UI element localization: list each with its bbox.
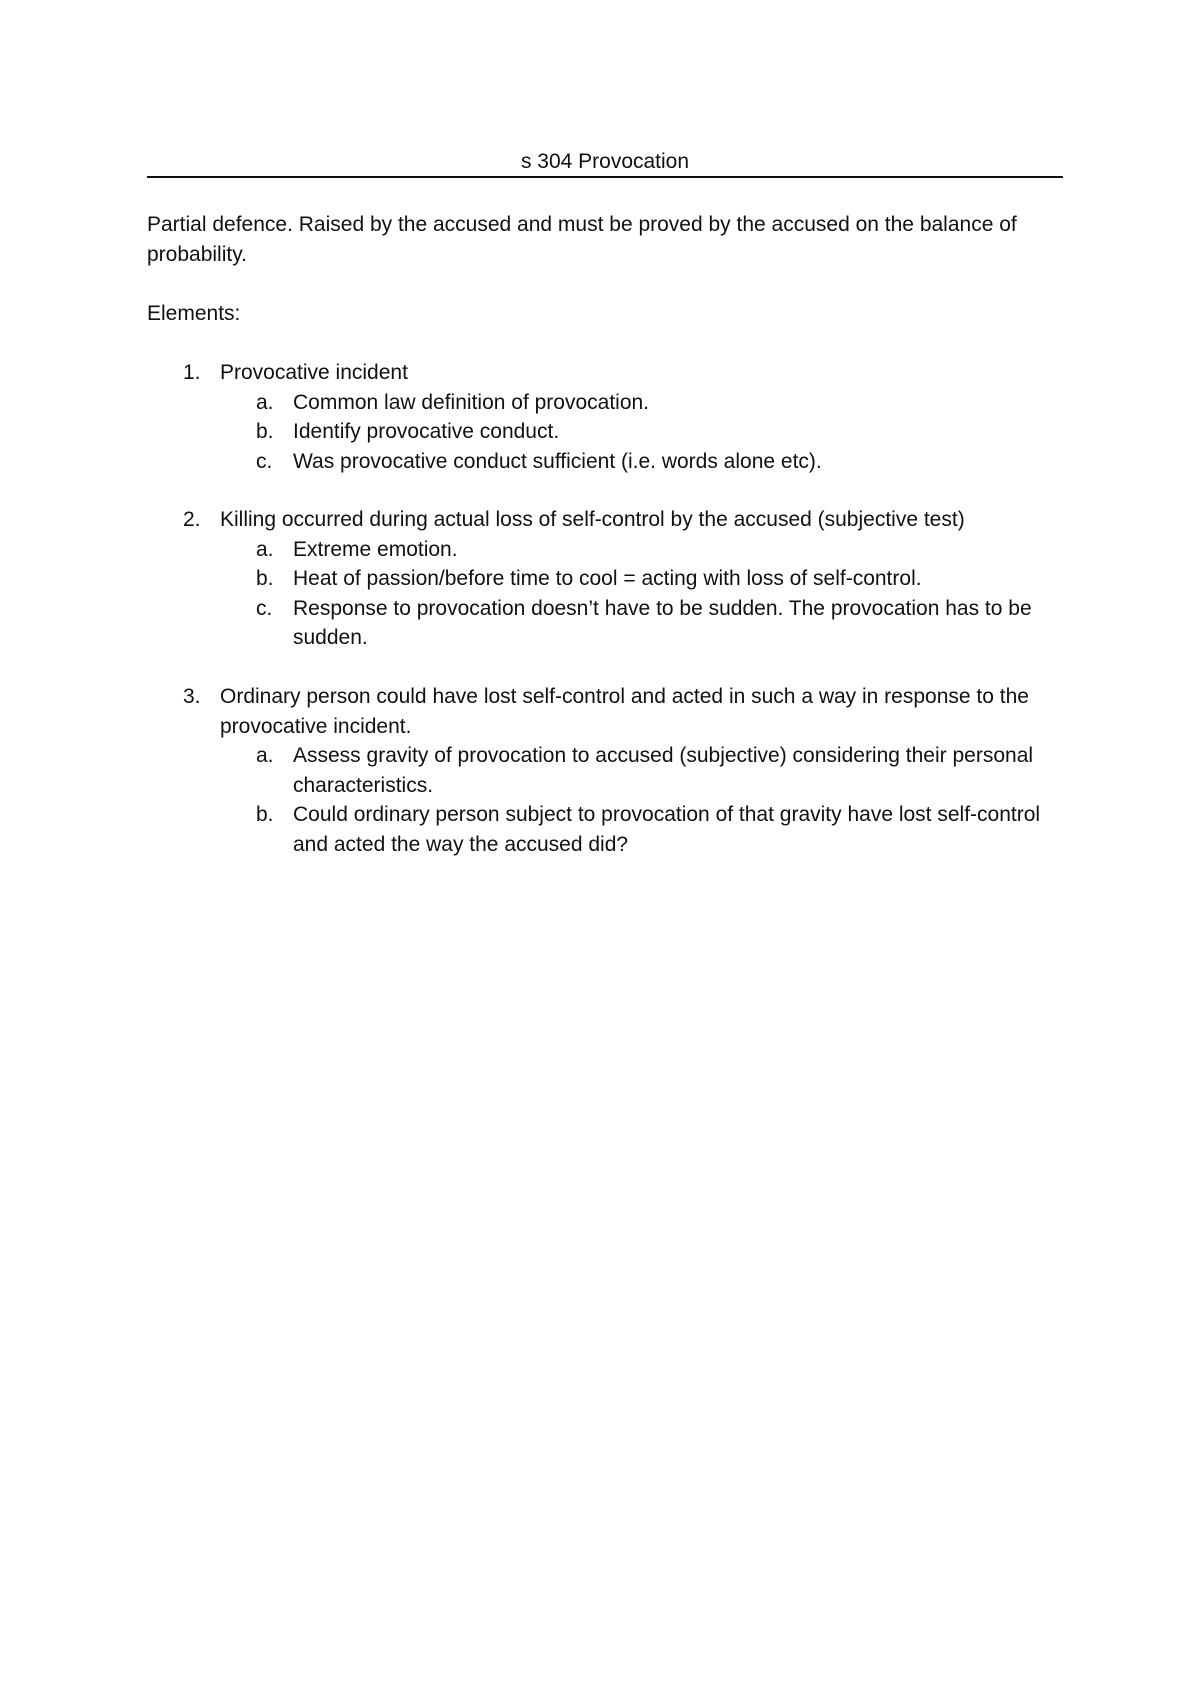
sub-item-text: Identify provocative conduct.: [293, 420, 560, 443]
sub-item-text: Heat of passion/before time to cool = acting with loss of self-control.: [293, 567, 922, 590]
element-text: Provocative incident: [220, 361, 408, 384]
sub-item: [183, 564, 1063, 594]
sub-item: [183, 447, 1063, 477]
sub-item-text: Response to provocation doesn’t have to be sudden. The provocation has to be sudden.: [293, 596, 1032, 649]
sub-item-letter: b.: [256, 803, 274, 826]
element-heading: [183, 505, 1063, 535]
element-item-3: [183, 682, 1063, 859]
sub-item: [183, 417, 1063, 447]
document-page: [147, 0, 1063, 1698]
element-number: 2.: [183, 508, 201, 531]
element-heading: [183, 358, 1063, 388]
sub-item-text: Extreme emotion.: [293, 537, 458, 561]
sub-item: [183, 535, 1063, 565]
element-item-1: [183, 358, 1063, 476]
sub-item-text: Could ordinary person subject to provocation of that gravity have lost self-control and acted the way the accused did?: [293, 803, 1041, 856]
sub-item-letter: c.: [256, 449, 273, 473]
sub-item: [183, 388, 1063, 418]
element-text: Killing occurred during actual loss of self-control by the accused (subjective test): [220, 508, 965, 531]
elements-heading: Elements:: [147, 302, 241, 325]
sub-item-text: Was provocative conduct sufficient (i.e. words alone etc).: [293, 449, 822, 473]
sub-item-letter: b.: [256, 420, 274, 443]
element-item-2: [183, 505, 1063, 653]
title-underline-rule: [147, 176, 1063, 178]
sub-item-letter: c.: [256, 596, 273, 620]
sub-item: [183, 741, 1063, 800]
element-number: 1.: [183, 361, 201, 384]
sub-item-letter: a.: [256, 744, 274, 767]
element-number: 3.: [183, 685, 201, 708]
intro-paragraph: Partial defence. Raised by the accused and must be proved by the accused on the balance of probability.: [147, 213, 1017, 266]
sub-item-letter: b.: [256, 567, 274, 590]
sub-item-text: Assess gravity of provocation to accused (subjective) considering their personal characteristics.: [293, 744, 1034, 797]
sub-item-letter: a.: [256, 537, 274, 561]
sub-item-letter: a.: [256, 390, 274, 414]
sub-item: [183, 800, 1063, 859]
document-title: s 304 Provocation: [520, 150, 690, 173]
sub-item-text: Common law definition of provocation.: [293, 390, 650, 414]
element-text: Ordinary person could have lost self-control and acted in such a way in response to the provocative incident.: [220, 685, 1029, 738]
element-heading: [183, 682, 1063, 741]
sub-item: [183, 594, 1063, 653]
